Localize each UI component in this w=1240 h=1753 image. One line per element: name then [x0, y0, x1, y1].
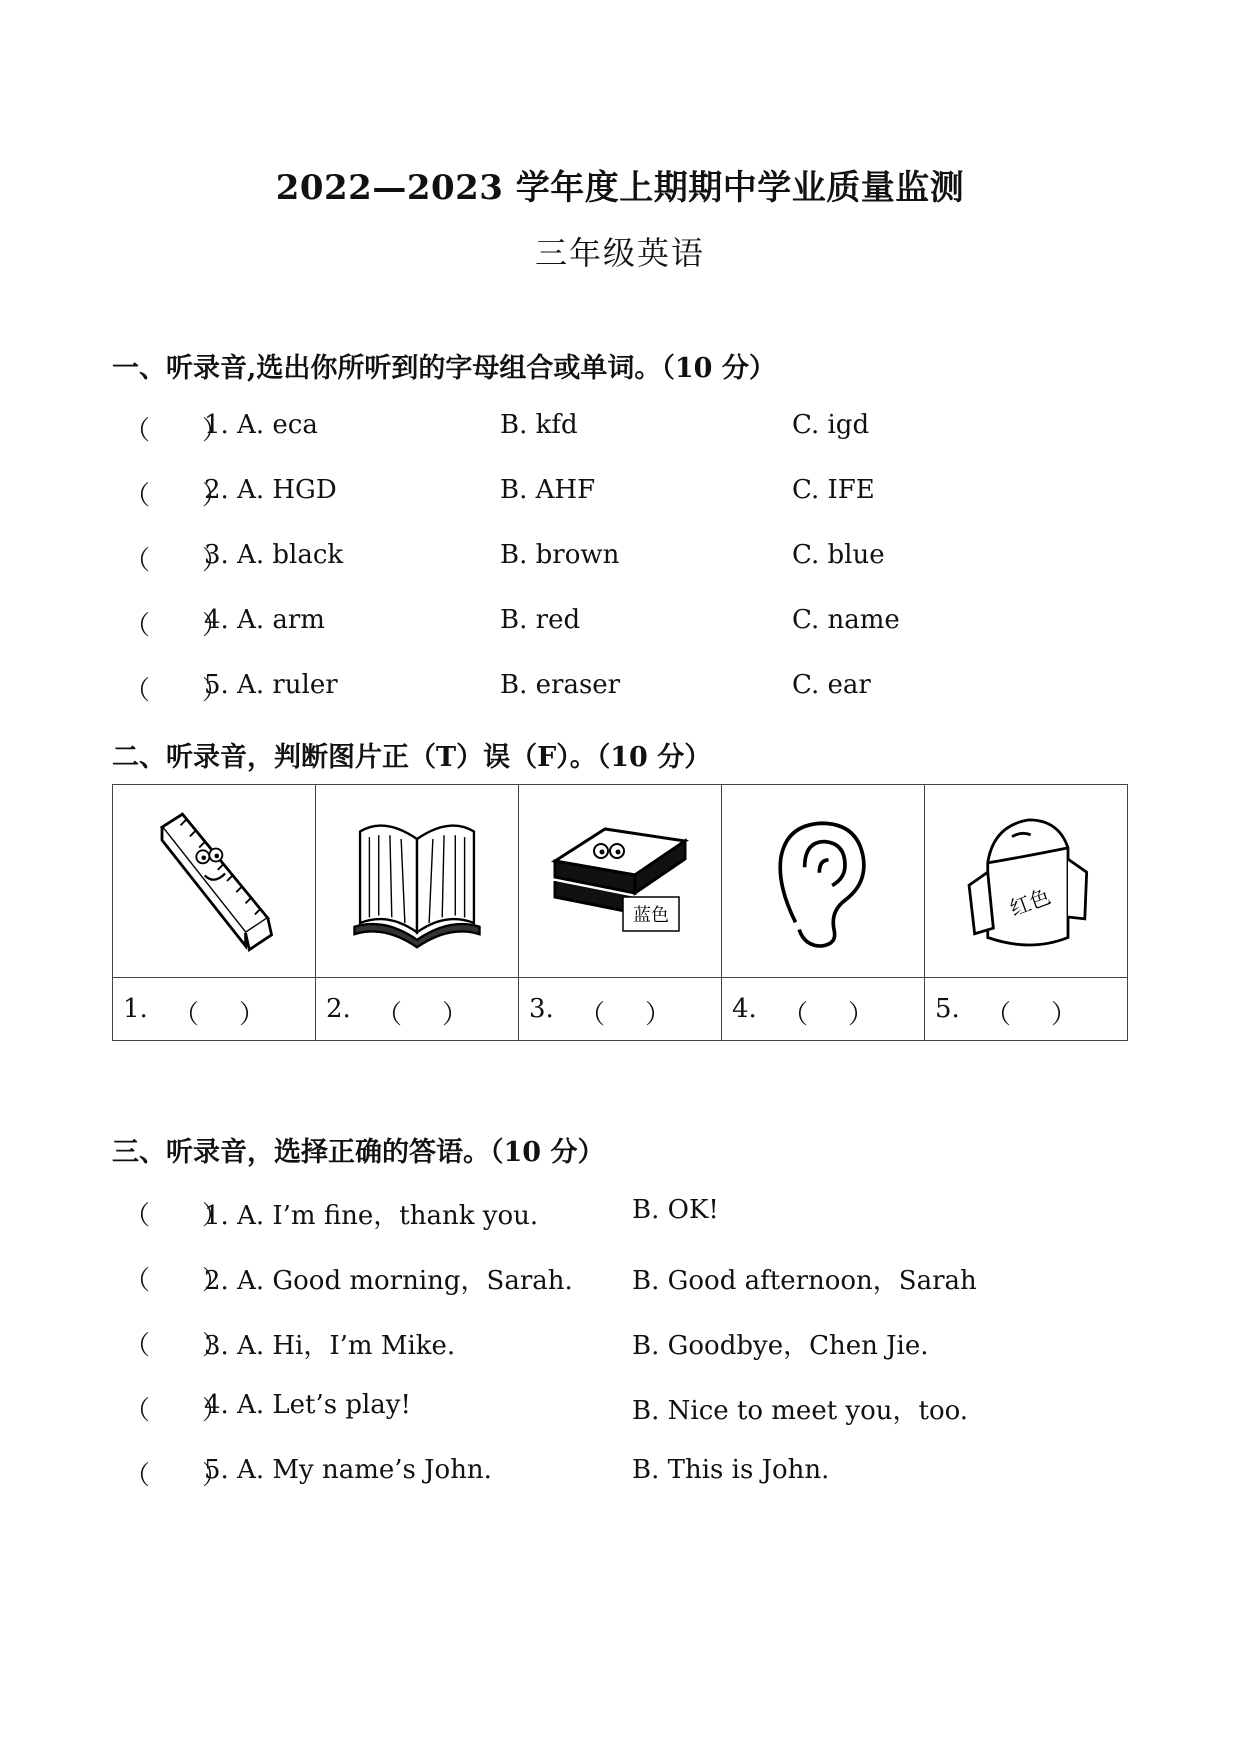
- eraser-icon: [545, 811, 695, 951]
- answer-cell[interactable]: [925, 978, 1128, 1041]
- answer-bracket[interactable]: （ ）: [124, 1331, 229, 1361]
- answer-number: 1.: [123, 994, 148, 1024]
- exam-subtitle: 三年级英语: [534, 234, 705, 272]
- answer-bracket[interactable]: （ ）: [124, 416, 229, 446]
- option-b: B. eraser: [500, 670, 621, 700]
- answer-bracket[interactable]: （）: [173, 1000, 306, 1030]
- ruler-icon: [149, 806, 279, 956]
- option-b: B. kfd: [500, 410, 578, 440]
- section1-heading: 一、听录音,选出你所听到的字母组合或单词。（10 分）: [112, 353, 776, 384]
- option-a: 5. A. ruler: [204, 670, 338, 700]
- section3-item: [124, 1325, 1124, 1365]
- answer-bracket[interactable]: （）: [579, 1000, 712, 1030]
- section3-item: [124, 1455, 1124, 1495]
- option-b: B. brown: [500, 540, 620, 570]
- picture-cell: [519, 785, 721, 977]
- answer-bracket[interactable]: （ ）: [124, 1201, 229, 1231]
- exam-title: 2022—2023 学年度上期期中学业质量监测: [275, 168, 965, 208]
- ear-icon: [768, 806, 878, 956]
- answer-cell[interactable]: [519, 978, 722, 1041]
- answer-bracket[interactable]: （ ）: [124, 481, 229, 511]
- answer-cell[interactable]: [316, 978, 519, 1041]
- option-b: B. This is John.: [632, 1455, 830, 1485]
- section2-heading: 二、听录音，判断图片正（T）误（F）。（10 分）: [112, 742, 712, 773]
- option-c: C. ear: [792, 670, 871, 700]
- option-a: 4. A. Let’s play!: [204, 1390, 411, 1420]
- option-b: B. Good afternoon，Sarah: [632, 1266, 977, 1296]
- answer-bracket[interactable]: （ ）: [124, 1461, 229, 1491]
- answer-bracket[interactable]: （ ）: [124, 676, 229, 706]
- answer-number: 4.: [732, 994, 757, 1024]
- option-b: B. red: [500, 605, 581, 635]
- picture-cell: [316, 785, 518, 977]
- option-b: B. Goodbye，Chen Jie.: [632, 1331, 929, 1361]
- option-c: C. IFE: [792, 475, 875, 505]
- option-a: 5. A. My name’s John.: [204, 1455, 492, 1485]
- answer-number: 3.: [529, 994, 554, 1024]
- option-a: 1. A. I’m fine，thank you.: [204, 1201, 539, 1231]
- book-icon: [347, 811, 487, 951]
- section1-item: [124, 410, 1124, 450]
- eraser-color-label: 蓝色: [633, 905, 669, 926]
- option-b: B. AHF: [500, 475, 596, 505]
- option-a: 4. A. arm: [204, 605, 325, 635]
- section3-item: [124, 1260, 1124, 1300]
- bag-icon: [956, 804, 1096, 959]
- option-c: C. name: [792, 605, 900, 635]
- option-a: 3. A. Hi，I’m Mike.: [204, 1331, 456, 1361]
- option-b: B. OK!: [632, 1195, 719, 1225]
- option-a: 1. A. eca: [204, 410, 318, 440]
- answer-bracket[interactable]: （）: [782, 1000, 915, 1030]
- picture-cell: [722, 785, 924, 977]
- answer-cell[interactable]: [113, 978, 316, 1041]
- answer-bracket[interactable]: （ ）: [124, 1266, 229, 1296]
- option-b: B. Nice to meet you，too.: [632, 1396, 969, 1426]
- option-c: C. blue: [792, 540, 885, 570]
- picture-cell: [925, 785, 1127, 977]
- option-a: 2. A. HGD: [204, 475, 337, 505]
- section1-item: [124, 670, 1124, 710]
- section3-item: [124, 1195, 1124, 1235]
- answer-number: 2.: [326, 994, 351, 1024]
- section1-item: [124, 475, 1124, 515]
- picture-table: [112, 784, 1128, 1041]
- answer-bracket[interactable]: （ ）: [124, 611, 229, 641]
- section1-item: [124, 540, 1124, 580]
- picture-cell: [113, 785, 315, 977]
- answer-cell[interactable]: [722, 978, 925, 1041]
- bag-color-label: 红色: [1006, 883, 1054, 921]
- answer-number: 5.: [935, 994, 960, 1024]
- answer-bracket[interactable]: （）: [376, 1000, 509, 1030]
- answer-bracket[interactable]: （ ）: [124, 546, 229, 576]
- answer-bracket[interactable]: （）: [985, 1000, 1118, 1030]
- section3-heading: 三、听录音，选择正确的答语。（10 分）: [112, 1137, 605, 1168]
- section1-item: [124, 605, 1124, 645]
- option-a: 3. A. black: [204, 540, 344, 570]
- answer-bracket[interactable]: （ ）: [124, 1396, 229, 1426]
- option-a: 2. A. Good morning，Sarah.: [204, 1266, 573, 1296]
- section3-item: [124, 1390, 1124, 1430]
- option-c: C. igd: [792, 410, 870, 440]
